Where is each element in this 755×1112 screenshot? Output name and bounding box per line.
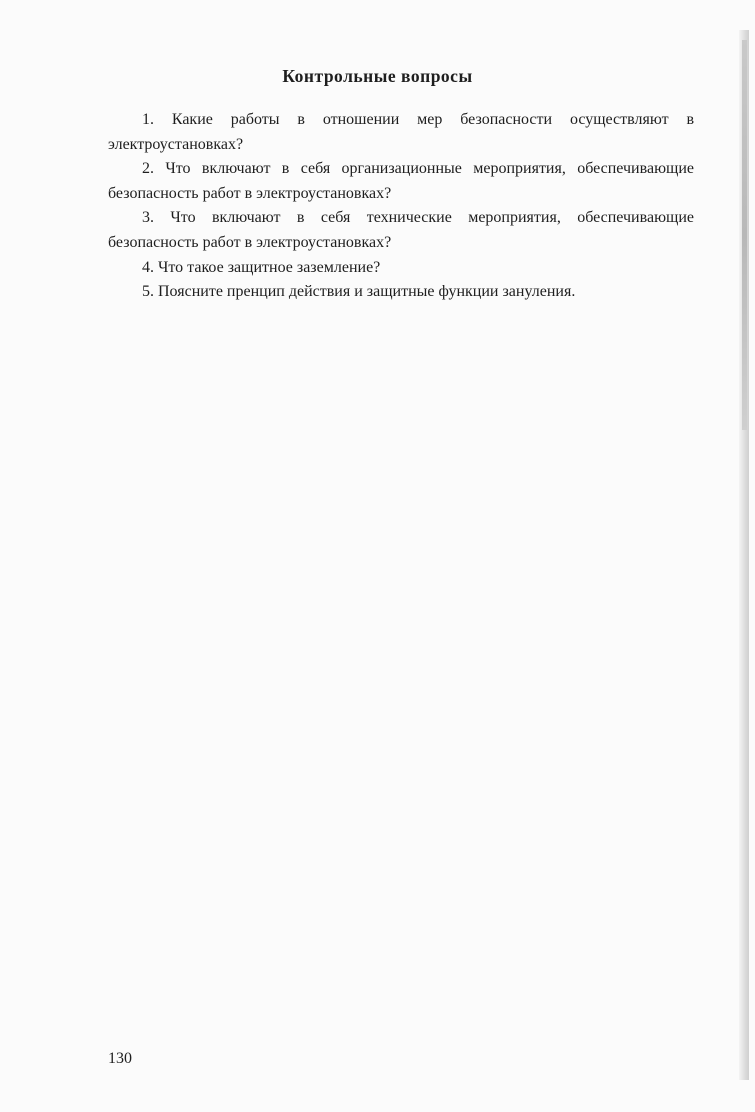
scan-edge-strip [742,40,747,430]
section-title: Контрольные вопросы [282,66,473,86]
page-number: 130 [108,1050,132,1067]
question-3: 3. Что включают в себя технические мероприятия, обеспечивающие безопасность работ в электроустановках? [108,209,694,251]
question-5: 5. Поясните пренцип действия и защитные функции зануления. [142,283,576,301]
question-2: 2. Что включают в себя организационные мероприятия, обеспечивающие безопасность работ в электроустановках? [108,160,694,202]
questions-list [108,108,694,305]
question-4: 4. Что такое защитное заземление? [142,258,381,276]
question-1: 1. Какие работы в отношении мер безопасности осуществляют в электроустановках? [108,111,694,153]
